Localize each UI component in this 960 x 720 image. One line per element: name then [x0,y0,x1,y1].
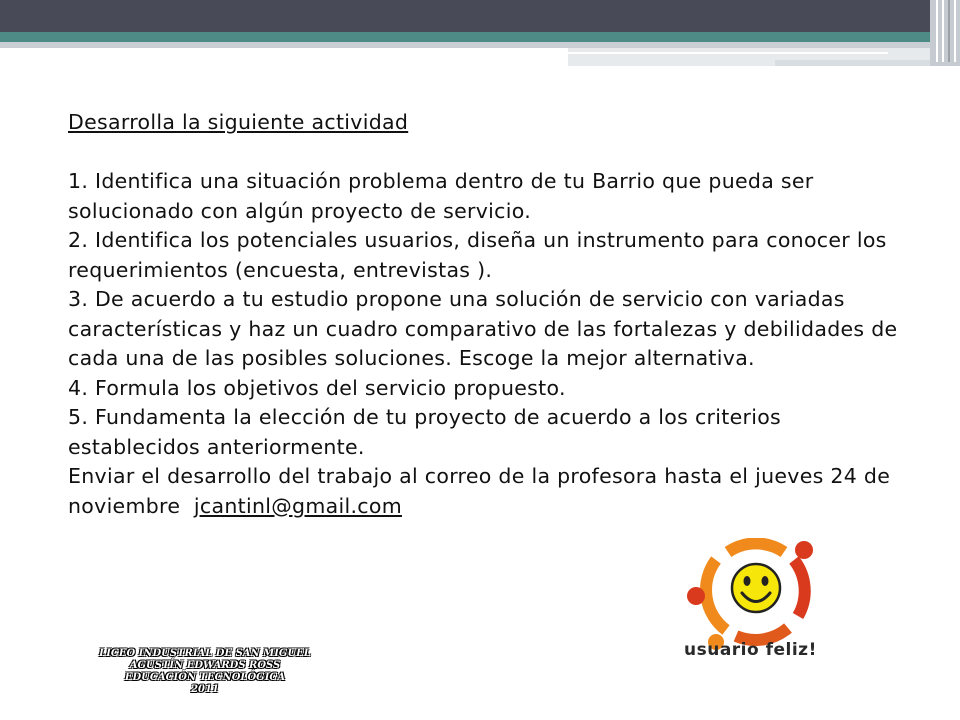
closing-text: Enviar el desarrollo del trabajo al correo de la profesora hasta el jueves 24 de noviembre [68,464,897,518]
activity-item-1: 1. Identifica una situación problema dentro de tu Barrio que pueda ser solucionado con algún proyecto de servicio. [68,169,814,223]
footer-line-name: AGUSTÍN EDWARDS ROSS [129,660,281,671]
closing-instructions [68,462,908,521]
footer-line-subject: EDUCACIÓN TECNOLÓGICA [124,672,286,683]
header-right-stripe [948,0,950,62]
header-dark-bar [0,0,960,32]
slide-heading: Desarrolla la siguiente actividad [68,110,409,134]
footer-line-school: LICEO INDUSTRIAL DE SAN MIGUEL [99,648,311,659]
header-right-stripe [954,0,956,62]
activity-item-5: 5. Fundamenta la elección de tu proyecto de acuerdo a los criterios establecidos anteriormente. [68,405,782,459]
activity-item-3: 3. De acuerdo a tu estudio propone una solución de servicio con variadas características y haz un cuadro comparativo de las fortalezas y debilidades de cada una de las posibles soluciones. Escoge la mejor alternativa. [68,287,898,370]
school-footer [90,648,320,696]
header-step-bar-lower [775,60,930,66]
header-step-line [568,52,888,54]
header-right-stripe [936,0,938,62]
slide-content [68,108,908,521]
activity-item-4: 4. Formula los objetivos del servicio propuesto. [68,375,566,400]
email-link[interactable]: jcantinl@gmail.com [193,493,402,518]
footer-line-year: 2011 [191,684,219,695]
header-teal-bar [0,32,930,42]
activity-item-2: 2. Identifica los potenciales usuarios, diseña un instrumento para conocer los requerimientos (encuesta, entrevistas ). [68,228,887,282]
header-right-stripe [942,0,944,62]
logo-caption: usuario feliz! [684,640,817,660]
